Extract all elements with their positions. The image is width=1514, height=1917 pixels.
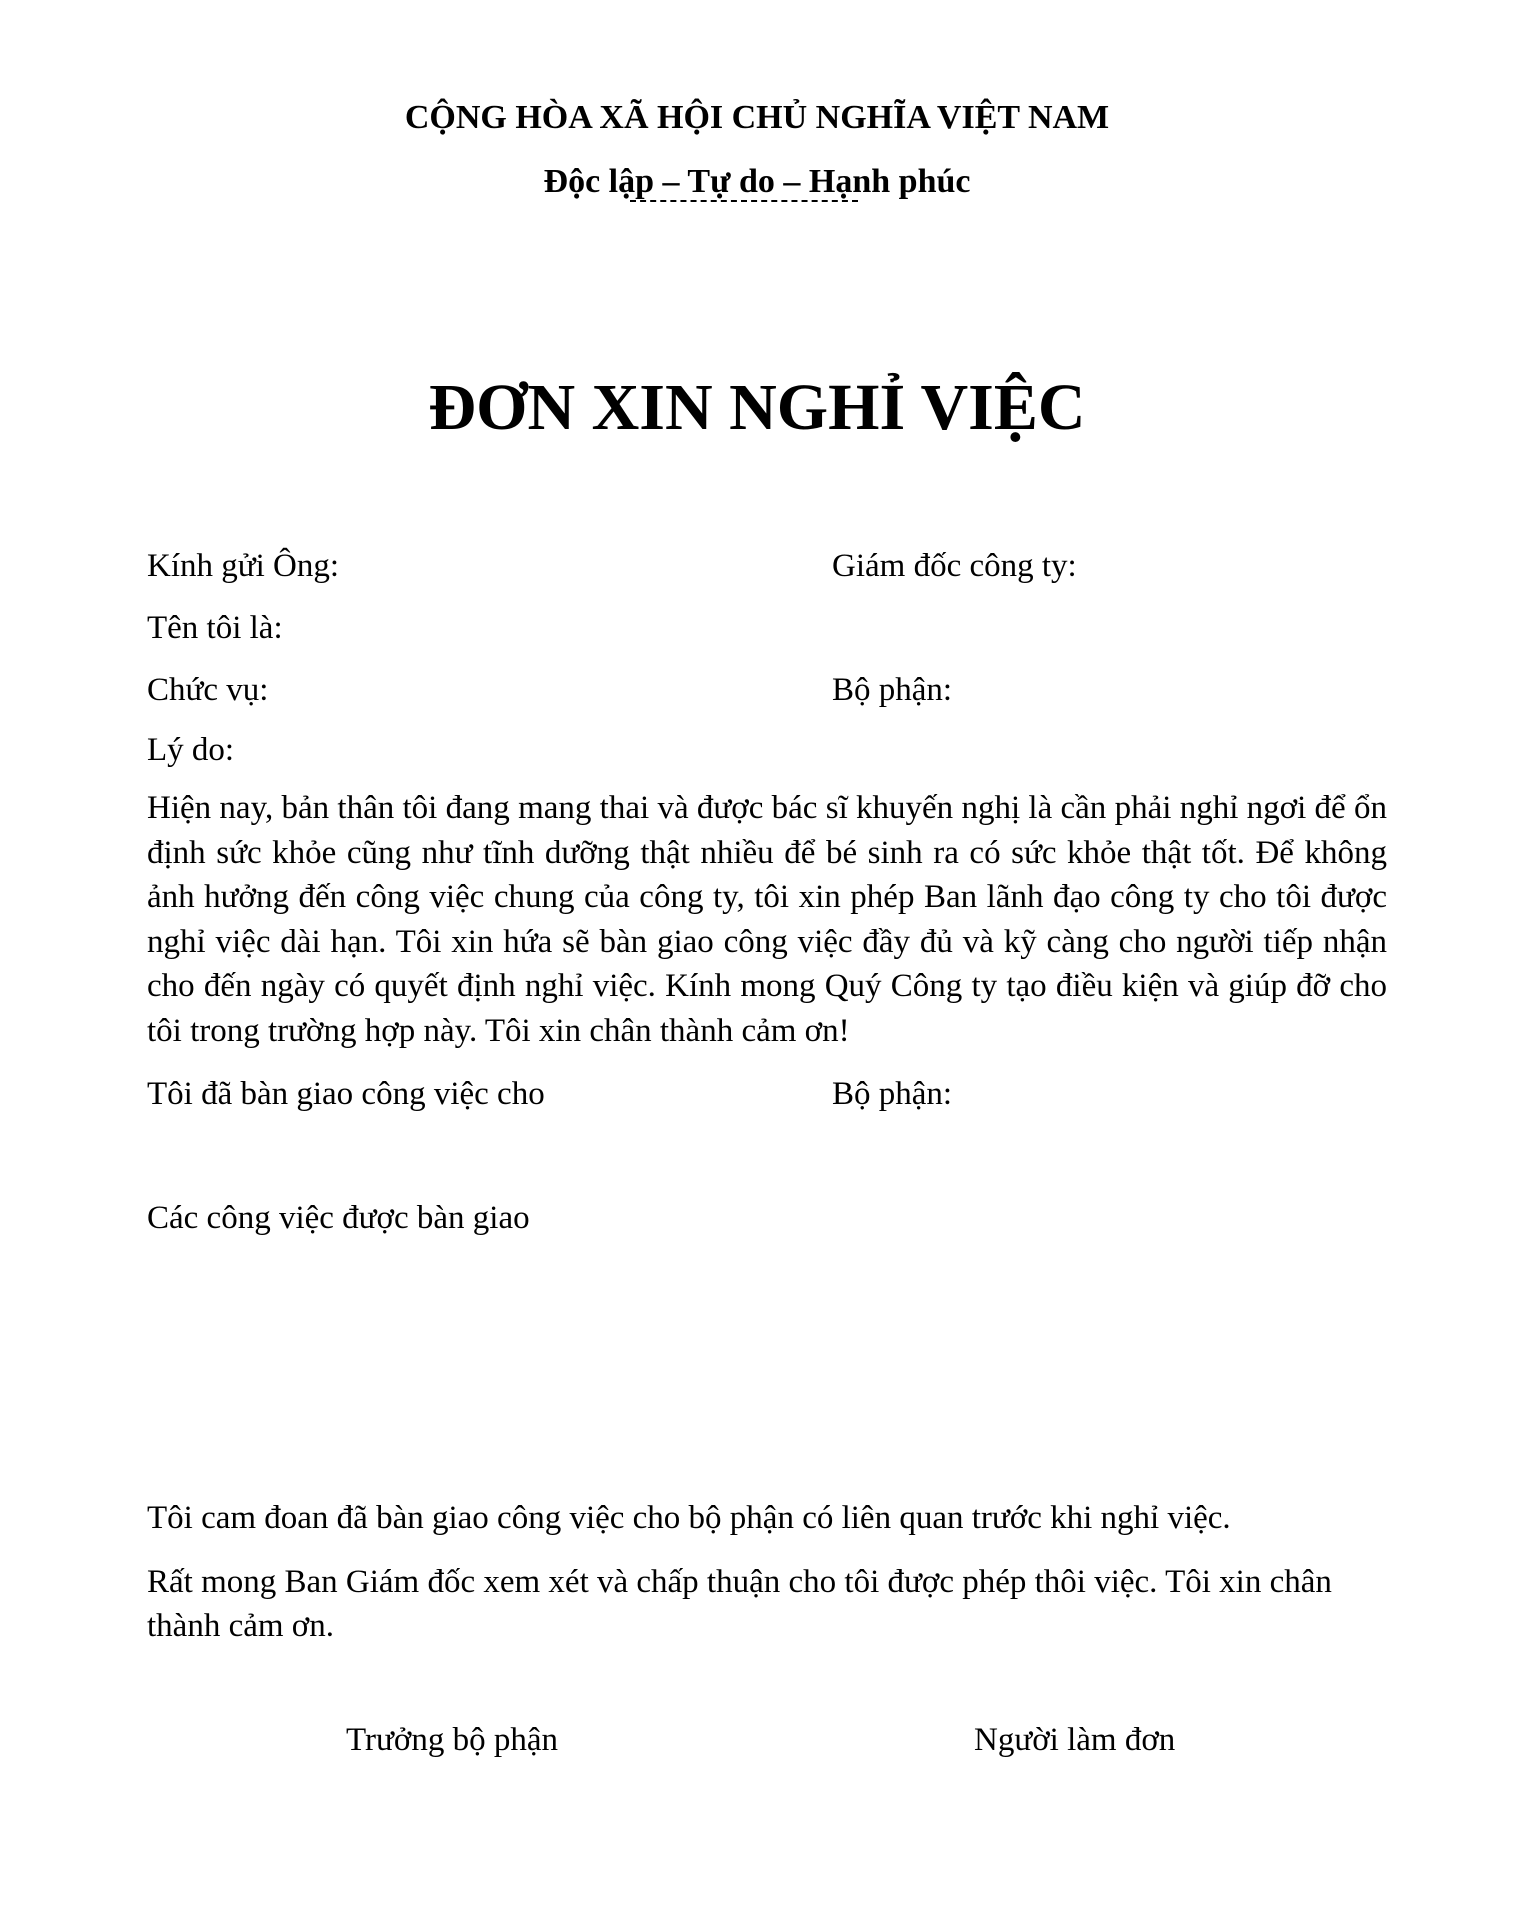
position-label: Chức vụ: [147,672,269,708]
handover-department-label: Bộ phận: [832,1076,953,1112]
national-motto: Độc lập – Tự do – Hạnh phúc [543,163,971,200]
handover-recipient-label: Tôi đã bàn giao công việc cho [147,1076,545,1112]
commitment-statement: Tôi cam đoan đã bàn giao công việc cho bộ phận có liên quan trước khi nghỉ việc. [147,1500,1231,1536]
handover-tasks-label: Các công việc được bàn giao [147,1200,530,1236]
recipient-label: Kính gửi Ông: [147,548,340,584]
head-of-department-signature-label: Trưởng bộ phận [346,1722,558,1758]
director-label: Giám đốc công ty: [832,548,1077,584]
document-title: ĐƠN XIN NGHỈ VIỆC [428,371,1086,444]
motto-divider [630,200,858,202]
name-label: Tên tôi là: [147,610,283,646]
national-title: CỘNG HÒA XÃ HỘI CHỦ NGHĨA VIỆT NAM [404,99,1110,136]
request-statement: Rất mong Ban Giám đốc xem xét và chấp thuận cho tôi được phép thôi việc. Tôi xin chân thành cảm ơn. [147,1564,1332,1644]
applicant-signature-label: Người làm đơn [974,1722,1176,1758]
department-label: Bộ phận: [832,672,953,708]
reason-paragraph: Hiện nay, bản thân tôi đang mang thai và được bác sĩ khuyến nghị là cần phải nghỉ ngơi để ổn định sức khỏe cũng như tĩnh dưỡng thật nhiều để bé sinh ra có sức khỏe thật tốt. Để không ảnh hưởng đến công việc chung của công ty, tôi xin phép Ban lãnh đạo công ty cho tôi được nghỉ việc dài hạn. Tôi xin hứa sẽ bàn giao công việc đầy đủ và kỹ càng cho người tiếp nhận cho đến ngày có quyết định nghỉ việc. Kính mong Quý Công ty tạo điều kiện và giúp đỡ cho tôi trong trường hợp này. Tôi xin chân thành cảm ơn! [147,790,1387,1049]
reason-label: Lý do: [147,732,235,768]
